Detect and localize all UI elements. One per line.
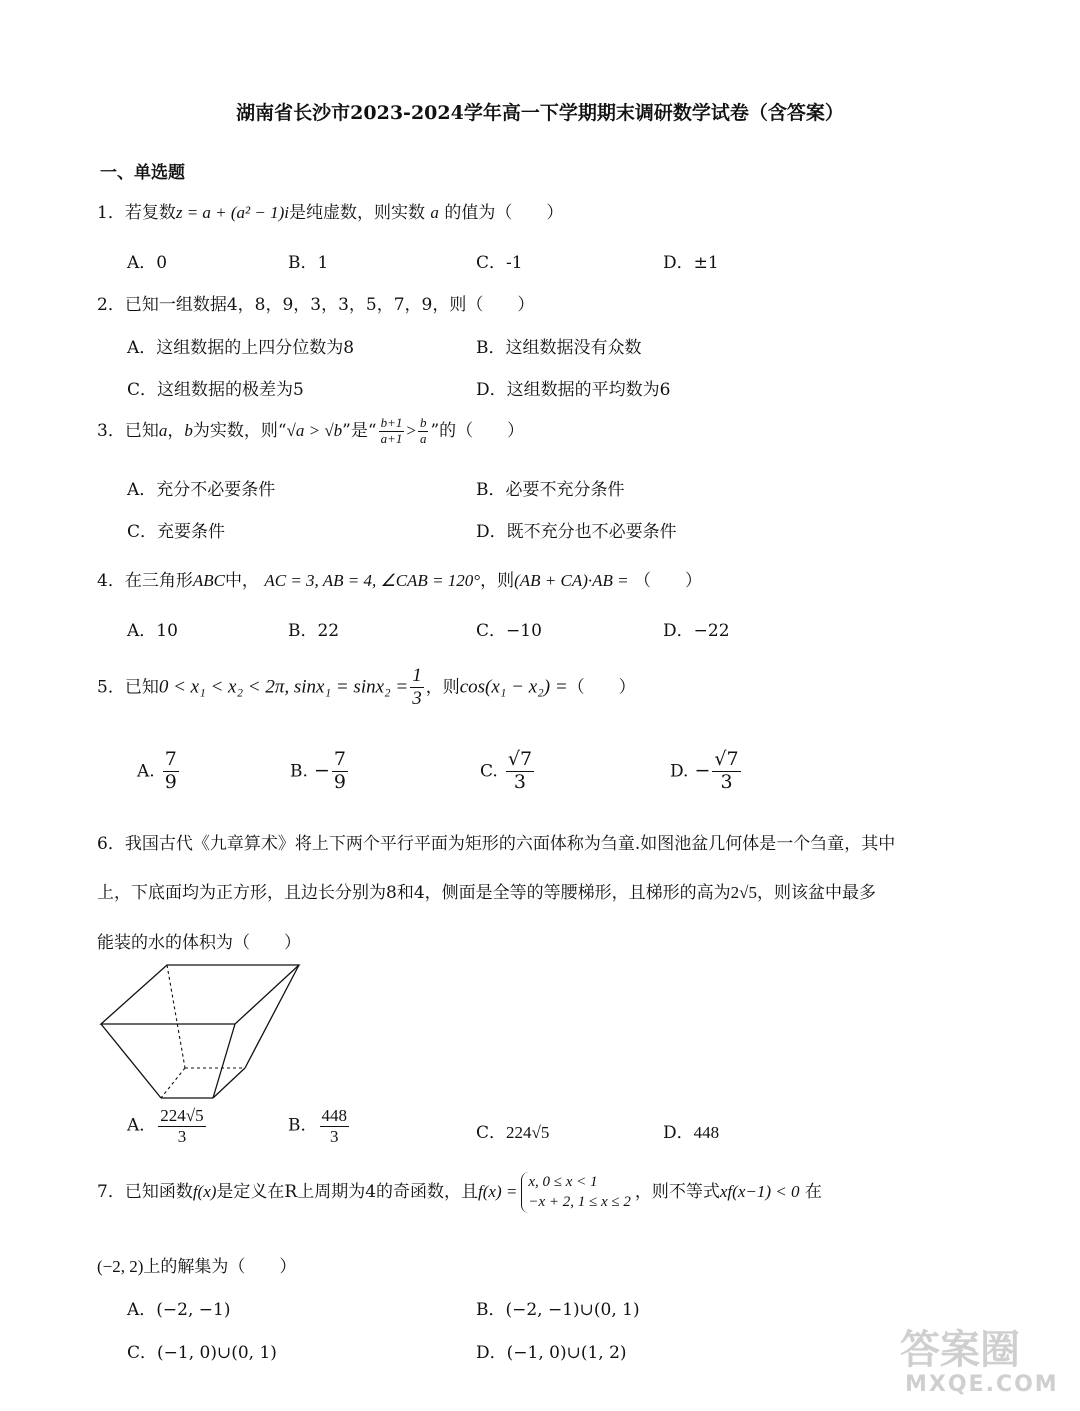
q7-option-d[interactable]: D．(−1, 0)∪(1, 2) [476, 1343, 627, 1363]
question-5-stem [97, 665, 636, 710]
q1-option-b[interactable]: B．1 [288, 253, 329, 273]
q7-ineq: xf(x−1) < 0 [719, 1181, 800, 1201]
q4-then: ，则 [480, 571, 515, 591]
q7-interval: (−2, 2) [97, 1257, 144, 1276]
question-7-stem [97, 1172, 822, 1213]
q3-is: ”是“ [342, 421, 377, 441]
q7-mid: 是定义在R上周期为4的奇函数，且 [216, 1181, 479, 1202]
q4-option-c[interactable]: C．−10 [476, 621, 542, 641]
question-1-stem [97, 198, 563, 223]
section-heading: 一、单选题 [100, 163, 185, 183]
q2-option-c[interactable]: C．这组数据的极差为5 [127, 380, 304, 400]
q7-pre: 7．已知函数 [97, 1181, 193, 1202]
q4-option-d[interactable]: D．−22 [663, 621, 730, 641]
q1-var: a [430, 203, 439, 222]
q5-option-a[interactable]: A. $\frac{7}{9}$ [137, 748, 177, 793]
q5-pre: 5．已知 [97, 677, 159, 698]
q1-option-d[interactable]: D．±1 [663, 253, 719, 273]
q3-sep: ， [167, 421, 185, 441]
q5-expr: cos(x₁ − x₂) = [459, 676, 568, 698]
q4-option-b[interactable]: B．22 [288, 621, 340, 641]
q7-line2-end: 上的解集为（ ） [143, 1257, 297, 1277]
q5-end: （ ） [567, 677, 636, 698]
q4-mid: 中， [224, 571, 259, 591]
q6-option-b[interactable]: B． $\frac{448}{3}$ [288, 1106, 347, 1146]
q3-frac2: $\frac{b}{a}$ [419, 415, 427, 446]
q3-frac1: $\frac{b+1}{a+1}$ [380, 415, 403, 446]
q5-option-b[interactable]: B. − $\frac{7}{9}$ [290, 748, 346, 793]
q5-then: ，则 [425, 677, 460, 698]
question-6-line1: 6．我国古代《九章算术》将上下两个平行平面为矩形的六面体称为刍童.如图池盆几何体是一个刍童，其中 [97, 834, 896, 854]
q6-option-d[interactable]: D．448 [663, 1123, 720, 1143]
frustum-figure [95, 958, 305, 1103]
q3-var-a: a [158, 421, 168, 440]
q3-option-a[interactable]: A．充分不必要条件 [127, 480, 276, 500]
page-title: 湖南省长沙市2023-2024学年高一下学期期末调研数学试卷（含答案） [236, 102, 844, 124]
question-7-line2 [97, 1252, 296, 1277]
q1-option-c[interactable]: C．-1 [476, 253, 523, 273]
q6-line2-post: ，则该盆中最多 [756, 883, 876, 903]
q6-option-a[interactable]: A． $\frac{224√5}{3}$ [127, 1106, 204, 1146]
q3-cond1: √a > √b [286, 421, 343, 440]
q3-pre: 3．已知 [97, 421, 159, 441]
q3-var-b: b [184, 421, 193, 440]
q5-frac: $\frac{1}{3}$ [412, 665, 422, 709]
watermark-url: MXQE.COM [905, 1372, 1059, 1397]
q2-option-a[interactable]: A．这组数据的上四分位数为8 [127, 338, 355, 358]
question-6-line2 [97, 878, 876, 903]
q5-option-d[interactable]: D. − $\frac{√7}{3}$ [670, 748, 739, 793]
q7-option-a[interactable]: A．(−2, −1) [127, 1300, 231, 1320]
watermark-logo: 答案圈 [900, 1327, 1020, 1373]
q3-mid: 为实数，则“ [192, 421, 287, 441]
q2-option-d[interactable]: D．这组数据的平均数为6 [476, 380, 671, 400]
q4-cond: AC = 3, AB = 4, ∠CAB = 120° [264, 571, 481, 590]
q4-expr: (AB + CA)·AB = [514, 571, 629, 590]
q1-expr: z = a + (a² − 1)i [175, 203, 290, 222]
q2-option-b[interactable]: B．这组数据没有众数 [476, 338, 642, 358]
q7-option-b[interactable]: B．(−2, −1)∪(0, 1) [476, 1300, 640, 1320]
q4-end: （ ） [634, 571, 703, 591]
q5-option-c[interactable]: C. $\frac{√7}{3}$ [480, 748, 533, 793]
q4-option-a[interactable]: A．10 [127, 621, 178, 641]
q7-piecewise: x, 0 ≤ x < 1 −x + 2, 1 ≤ x ≤ 2 [521, 1172, 631, 1213]
q6-option-c[interactable]: C．224√5 [476, 1123, 550, 1143]
q4-pre: 4．在三角形 [97, 571, 193, 591]
q1-stem-pre: 1．若复数 [97, 203, 176, 223]
question-4-stem [97, 566, 702, 591]
question-3-stem [97, 416, 524, 447]
question-2-stem: 2．已知一组数据4，8，9，3，3，5，7，9，则（ ） [97, 295, 535, 315]
q1-stem-post: 是纯虚数，则实数 [289, 203, 426, 223]
q4-triangle: ABC [192, 571, 225, 590]
q7-end: 在 [804, 1181, 822, 1202]
q1-stem-end: 的值为（ ） [444, 203, 564, 223]
question-6-line3: 能装的水的体积为（ ） [97, 933, 301, 953]
q3-option-c[interactable]: C．充要条件 [127, 522, 226, 542]
q3-option-d[interactable]: D．既不充分也不必要条件 [476, 522, 677, 542]
q3-end: ”的（ ） [430, 421, 525, 441]
q6-height: 2√5 [730, 883, 757, 902]
q1-option-a[interactable]: A．0 [127, 253, 168, 273]
q3-gt: > [406, 421, 416, 440]
q7-fx: f(x) [192, 1181, 217, 1201]
q7-option-c[interactable]: C．(−1, 0)∪(0, 1) [127, 1343, 277, 1363]
q5-cond: 0 < x₁ < x₂ < 2π, sinx₁ = sinx₂ = [158, 676, 409, 698]
q7-fx2: f(x) = [478, 1181, 518, 1201]
q7-then: ，则不等式 [634, 1181, 720, 1202]
q3-option-b[interactable]: B．必要不充分条件 [476, 480, 625, 500]
q6-line2-pre: 上，下底面均为正方形，且边长分别为8和4，侧面是全等的等腰梯形，且梯形的高为 [97, 883, 731, 903]
